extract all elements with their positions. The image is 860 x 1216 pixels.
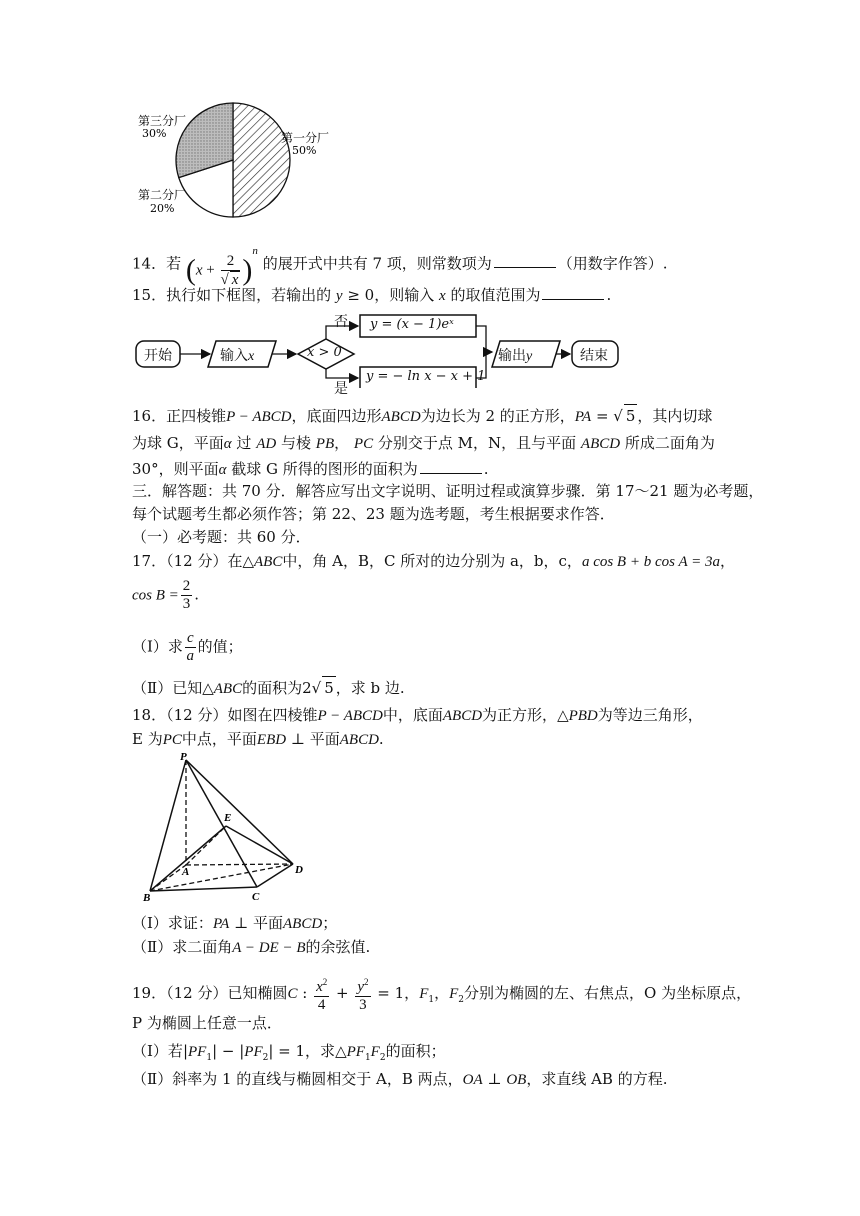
q14-binomial: (x + $\frac{2}{√ x}$ )$^n$ xyxy=(185,245,258,288)
q15-text-a: 15．执行如下框图，若输出的 xyxy=(132,286,332,304)
question-18-line-2: E 为PC中点，平面EBD ⊥ 平面ABCD. xyxy=(132,730,384,748)
flow-condition-label: x > 0 xyxy=(307,345,342,360)
pie-label-1: 第一分厂 xyxy=(281,131,330,145)
pie-label-3: 第三分厂 xyxy=(138,114,187,128)
q14-note: （用数字作答）. xyxy=(557,254,668,273)
pie-slice-1 xyxy=(233,103,290,217)
question-16-line-3: 30°，则平面α 截球 G 所得的图形的面积为 . xyxy=(132,460,489,478)
question-17-part-1: （Ⅰ）求 $\frac{c}{a}$ 的值； xyxy=(132,630,243,664)
question-18-part-2: （Ⅱ）求二面角A − DE − B的余弦值. xyxy=(132,938,371,956)
flow-output-label: 输出y xyxy=(498,348,533,364)
question-16-line-1: 16．正四棱锥P − ABCD，底面四边形ABCD为边长为 2 的正方形，PA = √ 5 ，其内切球 xyxy=(132,404,712,428)
question-18-part-1: （Ⅰ）求证：PA ⊥ 平面ABCD； xyxy=(132,914,338,932)
q15-blank xyxy=(542,299,604,300)
question-19-line-2: P 为椭圆上任意一点． xyxy=(132,1014,282,1032)
question-18-line-1: 18．（12 分）如图在四棱锥P − ABCD中，底面ABCD为正方形，△PBD为等边三角形， xyxy=(132,706,703,724)
flow-yes-label: 是 xyxy=(334,381,348,397)
q15-text-b: ，则输入 xyxy=(374,286,435,304)
q14-number: 14．若 xyxy=(132,254,182,273)
question-19-part-2: （Ⅱ）斜率为 1 的直线与椭圆相交于 A，B 两点，OA ⊥ OB，求直线 AB 的方程. xyxy=(132,1070,668,1088)
question-14 xyxy=(132,240,668,289)
pie-pct-3: 30% xyxy=(142,127,167,140)
question-19-part-1: （Ⅰ）若$|PF_1| - |PF_2| = 1$，求$\triangle PF_1F_2$的面积； xyxy=(132,1042,446,1063)
question-19-line-1: 19．（12 分）已知椭圆C : $\frac{x^2}{4}$ + $\frac{y^2}{3}$ = 1，$F_1$，$F_2$分别为椭圆的左、右焦点，O 为坐标原点， xyxy=(132,974,751,1014)
svg-text:B: B xyxy=(143,892,151,904)
pie-pct-1: 50% xyxy=(292,144,317,157)
question-17-line-2: cos B = $\frac{2}{3}$ . xyxy=(132,578,200,612)
svg-text:D: D xyxy=(295,864,303,876)
question-17-part-2: （Ⅱ）已知△ABC的面积为2√ 5 ，求 b 边. xyxy=(132,676,405,700)
question-15: 15．执行如下框图，若输出的 y ≥ 0，则输入 x 的取值范围为 . xyxy=(132,286,612,304)
svg-text:P: P xyxy=(180,751,187,763)
flow-end-label: 结束 xyxy=(580,348,608,364)
section-3-line-1: 三．解答题：共 70 分．解答应写出文字说明、证明过程或演算步骤．第 17～21 题为必考题， xyxy=(132,482,764,500)
q14-text: 的展开式中共有 7 项，则常数项为 xyxy=(262,254,492,273)
pie-label-2: 第二分厂 xyxy=(138,188,187,202)
pie-chart xyxy=(128,98,368,218)
question-16-line-2: 为球 G，平面α 过 AD 与棱 PB， PC 分别交于点 M，N，且与平面 ABCD 所成二面角为 xyxy=(132,434,715,452)
q16-blank xyxy=(420,473,482,474)
pie-pct-2: 20% xyxy=(150,202,175,215)
flow-start-label: 开始 xyxy=(144,348,172,364)
flow-no-label: 否 xyxy=(334,314,348,330)
pyramid-figure xyxy=(132,748,322,908)
svg-text:C: C xyxy=(252,891,260,903)
q15-text-c: 的取值范围为 xyxy=(450,286,541,304)
section-3-line-2: 每个试题考生都必须作答；第 22、23 题为选考题，考生根据要求作答． xyxy=(132,505,615,523)
flow-input-label: 输入x xyxy=(220,348,255,364)
flow-formula-1: y = (x − 1)eˣ xyxy=(370,317,454,332)
question-17-line-1: 17．（12 分）在△ABC中，角 A，B，C 所对的边分别为 a，b，c，a cos B + b cos A = 3a， xyxy=(132,552,735,570)
section-3-line-3: （一）必考题：共 60 分． xyxy=(132,528,311,546)
flow-formula-2: y = − ln x − x + 1 xyxy=(366,369,486,384)
svg-text:E: E xyxy=(224,812,232,824)
svg-text:A: A xyxy=(182,866,190,878)
q14-blank xyxy=(494,267,556,268)
